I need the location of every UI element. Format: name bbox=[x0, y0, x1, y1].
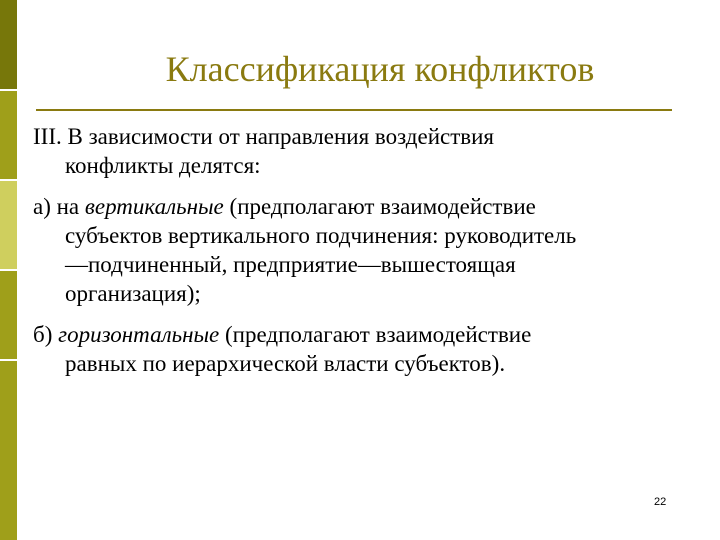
sidebar-divider bbox=[0, 179, 17, 181]
sidebar-segment bbox=[0, 90, 17, 180]
page-number: 22 bbox=[654, 496, 667, 508]
text-prefix: а) на bbox=[33, 194, 85, 219]
text-line: (предполагают взаимодействие bbox=[219, 322, 532, 347]
slide-body bbox=[33, 122, 705, 390]
text-line: равных по иерархической власти субъектов). bbox=[65, 351, 506, 376]
paragraph-horizontal bbox=[33, 320, 705, 378]
text-line: III. В зависимости от направления воздействия bbox=[33, 124, 495, 149]
text-line: —подчиненный, предприятие—вышестоящая bbox=[65, 252, 516, 277]
paragraph-direction-intro bbox=[33, 122, 705, 180]
sidebar-divider bbox=[0, 269, 17, 271]
sidebar-divider bbox=[0, 359, 17, 361]
text-line: (предполагают взаимодействие bbox=[223, 194, 536, 219]
text-line: организация); bbox=[65, 281, 201, 306]
sidebar-segment bbox=[0, 180, 17, 270]
term-horizontal: горизонтальные bbox=[58, 322, 220, 347]
text-prefix: б) bbox=[33, 322, 59, 347]
paragraph-vertical bbox=[33, 192, 705, 308]
text-line: конфликты делятся: bbox=[65, 153, 261, 178]
text-line: субъектов вертикального подчинения: руководитель bbox=[65, 223, 577, 248]
decorative-sidebar bbox=[0, 0, 17, 540]
sidebar-divider bbox=[0, 89, 17, 91]
sidebar-segment bbox=[0, 360, 17, 540]
slide-title: Классификация конфликтов bbox=[165, 49, 595, 89]
sidebar-segment bbox=[0, 270, 17, 360]
title-underline bbox=[36, 109, 672, 111]
term-vertical: вертикальные bbox=[84, 194, 224, 219]
sidebar-segment bbox=[0, 0, 17, 90]
